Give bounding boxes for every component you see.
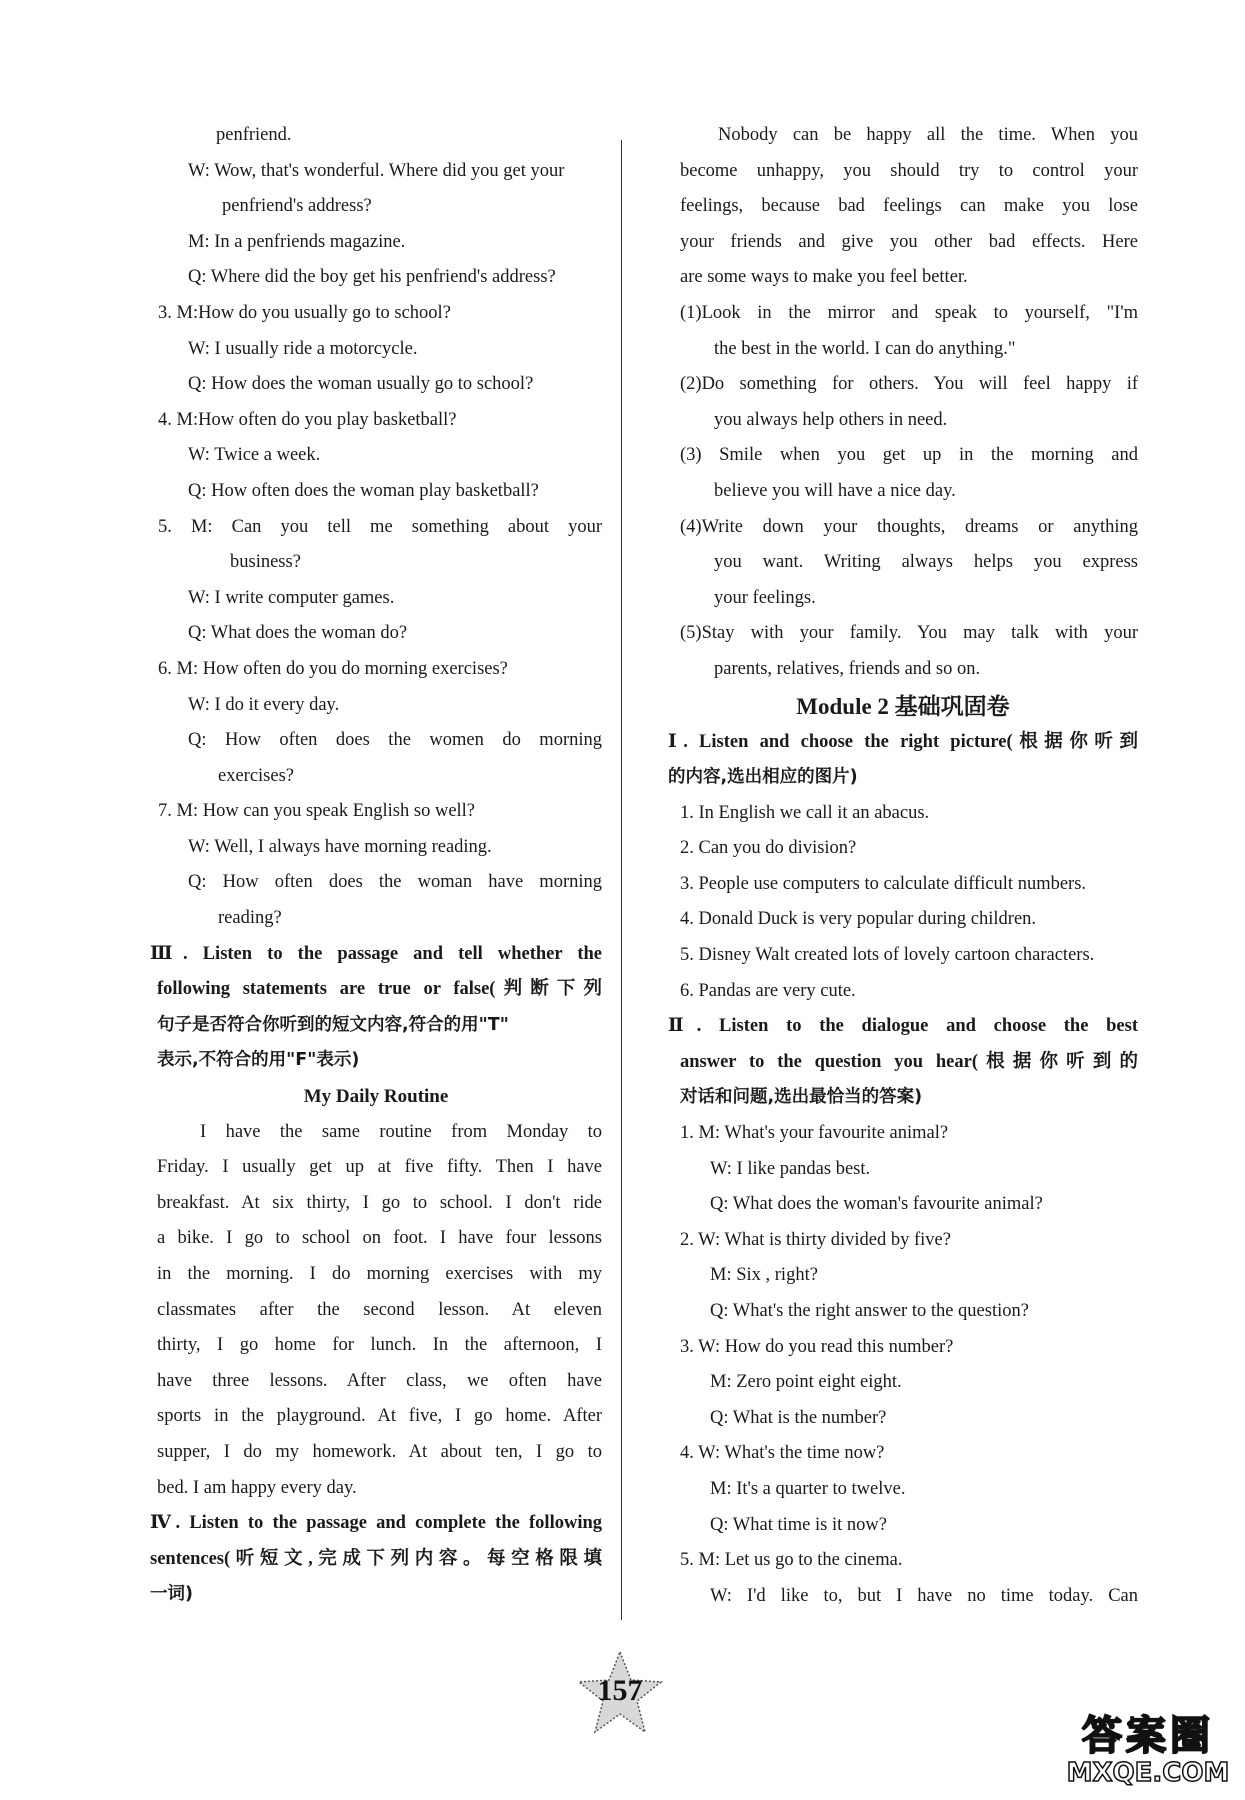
right-text-line: Ⅱ. Listen to the dialogue and choose the best xyxy=(668,1016,1138,1037)
right-text-line: Module 2 基础巩固卷 xyxy=(796,693,1010,719)
right-text-line: Q: What time is it now? xyxy=(710,1514,887,1535)
right-text-line: your feelings. xyxy=(714,587,816,608)
right-text-line: your friends and give you other bad effects. Here xyxy=(680,231,1138,252)
left-text-line: sports in the playground. At five, I go home. After xyxy=(157,1406,602,1427)
watermark-bottom: MXQE.COM xyxy=(1066,1758,1230,1788)
left-text-line: W: Well, I always have morning reading. xyxy=(188,836,492,857)
left-text-line: 一词) xyxy=(150,1584,193,1605)
right-text-line: Ⅰ. Listen and choose the right picture(根据你听到 xyxy=(668,731,1138,752)
left-text-line: I have the same routine from Monday to xyxy=(200,1121,602,1142)
right-text-line: M: Six , right? xyxy=(710,1265,818,1286)
page-number: 157 xyxy=(597,1674,643,1707)
left-text-line: classmates after the second lesson. At eleven xyxy=(157,1299,602,1320)
watermark-top: 答案圈 xyxy=(1082,1713,1214,1759)
right-text-line: Nobody can be happy all the time. When you xyxy=(718,125,1138,145)
right-text-line: (5)Stay with your family. You may talk with your xyxy=(680,623,1138,644)
left-text-line: 6. M: How often do you do morning exercises? xyxy=(158,658,508,679)
left-text-line: supper, I do my homework. At about ten, I go to xyxy=(157,1441,602,1462)
right-text-line: 6. Pandas are very cute. xyxy=(680,980,856,1001)
right-text-line: 2. W: What is thirty divided by five? xyxy=(680,1229,951,1250)
right-text-line: answer to the question you hear(根据你听到的 xyxy=(680,1051,1138,1072)
left-text-line: a bike. I go to school on foot. I have four lessons xyxy=(157,1228,602,1249)
right-text-line: 3. People use computers to calculate difficult numbers. xyxy=(680,873,1087,894)
right-text-line: (4)Write down your thoughts, dreams or anything xyxy=(680,516,1138,537)
left-text-line: W: Wow, that's wonderful. Where did you get your xyxy=(188,160,565,181)
left-text-line: following statements are true or false(判断下列 xyxy=(157,979,602,1000)
right-text-line: you always help others in need. xyxy=(714,409,948,430)
right-text-line: Q: What does the woman's favourite animal? xyxy=(710,1194,1043,1215)
right-text-line: Q: What's the right answer to the question? xyxy=(710,1301,1029,1321)
right-text-line: become unhappy, you should try to control your xyxy=(680,160,1138,181)
right-text-line: 的内容,选出相应的图片) xyxy=(668,767,858,788)
left-text-line: Q: What does the woman do? xyxy=(188,623,408,644)
right-text-line: W: I like pandas best. xyxy=(710,1158,871,1179)
left-text-line: Q: Where did the boy get his penfriend's address? xyxy=(188,267,556,288)
right-text-line: you want. Writing always helps you express xyxy=(714,552,1138,573)
right-text-line: (3) Smile when you get up in the morning and xyxy=(680,445,1138,466)
left-text-line: sentences(听短文,完成下列内容。每空格限填 xyxy=(150,1548,602,1569)
page-number-badge xyxy=(575,1648,665,1738)
right-text-line: W: I'd like to, but I have no time today. Can xyxy=(710,1585,1138,1606)
right-text-line: 4. Donald Duck is very popular during children. xyxy=(680,909,1037,930)
right-text-line: (2)Do something for others. You will feel happy if xyxy=(680,374,1138,395)
right-text-line: believe you will have a nice day. xyxy=(714,480,956,501)
left-text-line: Ⅲ. Listen to the passage and tell whether the xyxy=(150,943,602,964)
right-column xyxy=(668,118,1138,1614)
right-text-line: 对话和问题,选出最恰当的答案) xyxy=(680,1087,923,1108)
left-text-line: Ⅳ. Listen to the passage and complete the following xyxy=(150,1513,602,1534)
right-text-line: 5. Disney Walt created lots of lovely cartoon characters. xyxy=(680,945,1095,966)
left-text-line: 表示,不符合的用"F"表示) xyxy=(157,1050,360,1071)
left-text-line: thirty, I go home for lunch. In the afternoon, I xyxy=(157,1335,602,1356)
left-text-line: in the morning. I do morning exercises with my xyxy=(157,1264,602,1284)
column-divider xyxy=(621,140,622,1620)
right-text-line: the best in the world. I can do anything." xyxy=(714,338,1016,359)
left-text-line: Q: How does the woman usually go to school? xyxy=(188,374,534,395)
right-text-line: 2. Can you do division? xyxy=(680,838,857,859)
left-text-line: W: Twice a week. xyxy=(188,445,321,466)
right-text-line: Q: What is the number? xyxy=(710,1407,887,1428)
right-text-line: are some ways to make you feel better. xyxy=(680,267,968,288)
left-text-line: penfriend. xyxy=(216,125,292,145)
left-text-line: penfriend's address? xyxy=(222,196,372,217)
left-text-line: bed. I am happy every day. xyxy=(157,1477,357,1498)
left-text-line: Q: How often does the woman play basketball? xyxy=(188,480,539,501)
right-text-line: feelings, because bad feelings can make you lose xyxy=(680,196,1138,217)
right-text-line: M: Zero point eight eight. xyxy=(710,1372,902,1393)
left-text-line: Q: How often does the women do morning xyxy=(188,730,602,751)
left-text-line: exercises? xyxy=(218,765,295,786)
left-text-line: W: I do it every day. xyxy=(188,694,340,715)
left-text-line: 4. M:How often do you play basketball? xyxy=(158,409,457,430)
left-text-line: business? xyxy=(230,552,301,573)
left-text-line: reading? xyxy=(218,908,282,929)
left-text-line: 句子是否符合你听到的短文内容,符合的用"T" xyxy=(157,1014,509,1035)
right-text-line: (1)Look in the mirror and speak to yourself, "I'm xyxy=(680,302,1138,323)
right-text-line: M: It's a quarter to twelve. xyxy=(710,1478,906,1499)
right-text-line: parents, relatives, friends and so on. xyxy=(714,658,981,679)
left-text-line: My Daily Routine xyxy=(303,1086,449,1108)
right-text-line: 5. M: Let us go to the cinema. xyxy=(680,1550,903,1571)
left-column xyxy=(150,118,602,1613)
right-text-line: 1. M: What's your favourite animal? xyxy=(680,1123,949,1144)
left-text-line: 5. M: Can you tell me something about your xyxy=(158,516,602,537)
right-text-line: 3. W: How do you read this number? xyxy=(680,1336,954,1357)
left-text-line: W: I write computer games. xyxy=(188,587,395,608)
left-text-line: 3. M:How do you usually go to school? xyxy=(158,302,451,323)
left-text-line: 7. M: How can you speak English so well? xyxy=(158,801,476,822)
watermark-logo xyxy=(1058,1700,1238,1800)
left-text-line: W: I usually ride a motorcycle. xyxy=(188,338,418,359)
left-text-line: Friday. I usually get up at five fifty. Then I have xyxy=(157,1157,602,1178)
left-text-line: breakfast. At six thirty, I go to school. I don't ride xyxy=(157,1192,602,1213)
right-text-line: 1. In English we call it an abacus. xyxy=(680,802,930,823)
right-text-line: 4. W: What's the time now? xyxy=(680,1443,885,1464)
left-text-line: Q: How often does the woman have morning xyxy=(188,872,602,893)
left-text-line: M: In a penfriends magazine. xyxy=(188,231,406,252)
left-text-line: have three lessons. After class, we often have xyxy=(157,1370,602,1391)
